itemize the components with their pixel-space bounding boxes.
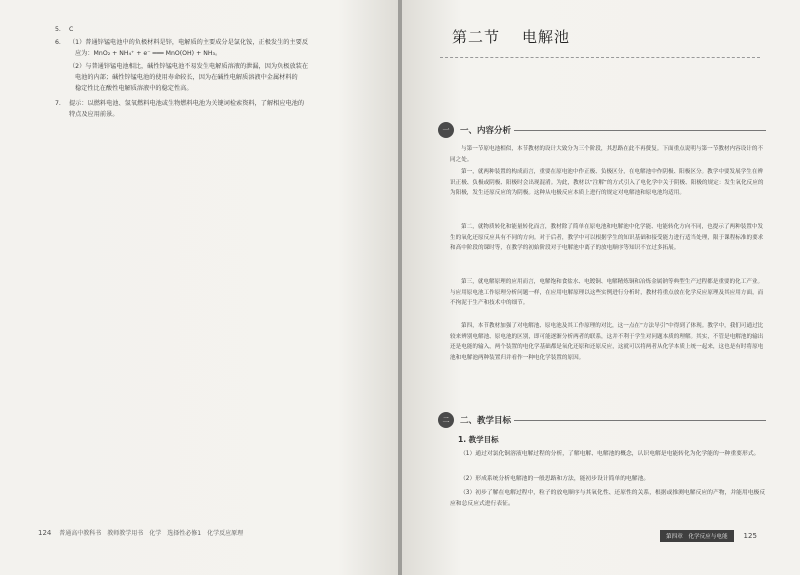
answer-6: 6. （1）普通锌锰电池中的负极材料是锌，电解质的主要成分是氯化铵，正极发生的主要反 应为：MnO₂ + NH₄⁺ + e⁻ ═══ MnO(OH) + NH₃。	[55, 39, 309, 57]
chapter-label: 第四章 化学反应与电能	[660, 530, 734, 542]
goal-item: （2）形成系统分析电解池的一般思路和方法，能初步设计简单的电解池。	[460, 476, 650, 482]
left-page-number: 124	[38, 529, 52, 537]
left-footer-text: 普通高中教科书 教师教学用书 化学 选择性必修1 化学反应原理	[59, 530, 244, 537]
section-title: 第二节 电解池	[452, 28, 571, 46]
right-page-number: 125	[743, 532, 757, 540]
goal-item: （1）通过对氯化铜溶液电解过程的分析，了解电解、电解池的概念，认识电解是电能转化为化学能的一种重要形式。	[460, 451, 760, 457]
heading-rule	[514, 420, 766, 421]
heading-number-icon: 二	[438, 412, 454, 428]
content-paragraph: 与第一节原电池相似，本节教材的设计大致分为三个阶段，其思路在此不再赘复。下面重点说明与第一节教材内容设计的不同之处。	[450, 146, 764, 163]
content-paragraph: 第一，就两种装置的构成而言，重要在原电池中作正极、负极区分，在电解池中作阴极、阳极区分。教学中要发展学生在辨识正极、负极或阴极、阳极时会出现混淆。为此，教材以“注解”的方式引入了电化学中关于阴极、阳极的规定：发生氧化反应的为阳极，发生还原反应的为阴极。这种从电极反应本质上进行的规定对电解池和原电池均适用。	[450, 169, 764, 197]
heading-content-analysis: 一 一、内容分析	[438, 121, 511, 139]
heading-rule	[514, 130, 766, 131]
heading-teaching-goals: 二 二、教学目标	[438, 411, 511, 429]
right-footer	[660, 530, 757, 542]
left-page	[0, 0, 398, 575]
left-footer	[38, 528, 243, 537]
content-paragraph: 第二，就物质转化和能量转化而言，教材除了简单在原电池和电解池中化学能、电能转化方向不同，也提示了两种装置中发生的氧化还原反应具有不同的方向。对于后者，教学中可以根据学生的知识基础和接受能力进行适当处理，限于课程标准的要求和高中阶段的课时等，在教学的初始阶段对于电解池中离子的放电顺序等知识不宜过多拓展。	[450, 224, 764, 252]
goal-item: （3）初步了解在电解过程中，粒子的放电顺序与其氧化性、还原性的关系，根据或推测电解反应的产物，并能用电极反应和总反应式进行表征。	[450, 490, 766, 507]
answer-7: 7. 提示：以燃料电池、氢氧燃料电池或生物燃料电池为关键词检索资料，了解相应电池的 特点及应用前景。	[55, 100, 305, 118]
goals-subtitle: 1. 教学目标	[458, 435, 499, 444]
content-paragraph: 第四，本节教材加强了对电解池、原电池及其工作原理的对比，这一点在“方法导引”中得到了体现。教学中，我们可通过比较来辨别电解池、原电池的区别，即可能逐渐分析两者的联系，这并不利于学生对问题本质的理解。其实，不管是电解池的输出还是电能的输入，两个装置的电化学基础都是氧化还原和还原反应，这就可以将两者从化学本质上统一起来，这也是有时将原电池和电解池两种装置归并看作一种电化学装置的原因。	[450, 323, 764, 361]
title-rule	[440, 57, 760, 58]
answer-6-part2: （2）与普通锌锰电池相比，碱性锌锰电池不易发生电解质溶液的泄漏，因为负极放装在 电池的内部；碱性锌锰电池的使用寿命较长，因为在碱性电解质溶液中金属材料的 稳定性比在酸性电解质溶液中的稳定性高。	[69, 63, 309, 92]
heading-number-icon: 一	[438, 122, 454, 138]
answer-5: 5. C	[55, 26, 74, 33]
content-paragraph: 第三，就电解原理的应用而言，电解饱和食盐水、电镀铜、电解精炼铜和冶炼金属钠等典型生产过程都是重要的化工产业。与应用原电池工作原理分析问题一样，在应用电解原理以这些实例进行分析时，教材将重点放在化学反应原理及其应用方面，而不拘泥于生产和技术中的细节。	[450, 279, 764, 307]
